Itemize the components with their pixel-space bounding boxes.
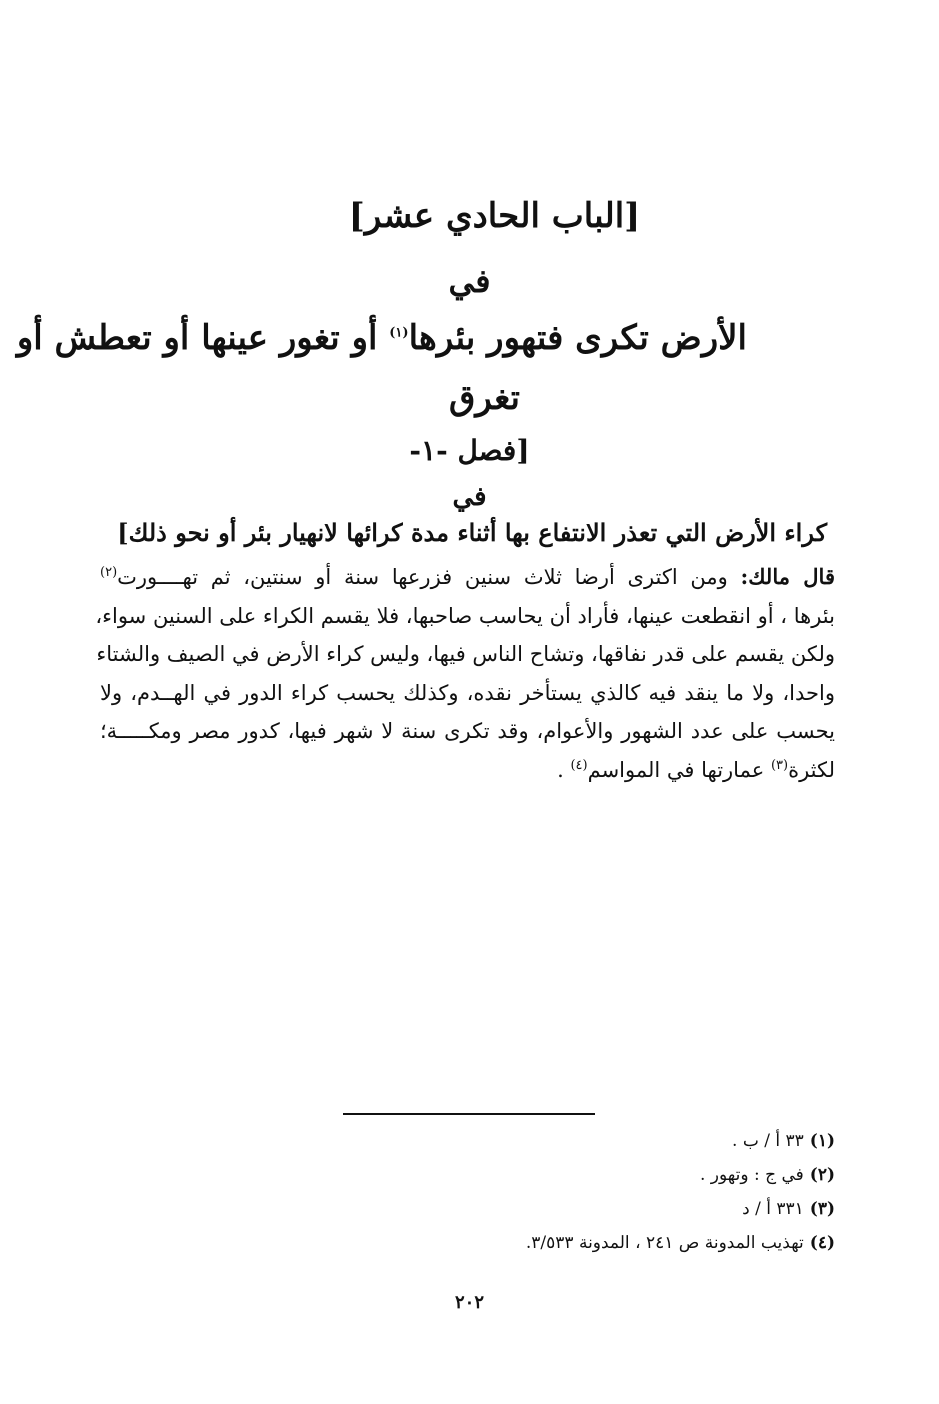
body-line-6-part-a: لكثرة (788, 757, 835, 782)
chapter-fi: في (448, 262, 491, 300)
footnote-text: تهذيب المدونة ص ٢٤١ ، المدونة ٣/٥٣٣. (525, 1233, 804, 1253)
footnote-ref-4: (٤) (570, 757, 588, 773)
footnotes-list (526, 1124, 835, 1260)
speaker-label: قال مالك: (740, 564, 835, 589)
chapter-title: [الباب الحادي عشر] (348, 196, 641, 236)
body-line-2: بئرها ، أو انقطعت عينها، فأراد أن يحاسب صاحبها، فلا يقسم الكراء على السنين سواء، (95, 603, 835, 628)
body-line-1 (100, 558, 835, 597)
footnote-item (526, 1192, 835, 1226)
footnote-item (526, 1158, 835, 1192)
chapter-subject-part-b: أو تغور عينها أو تعطش أو (16, 318, 390, 358)
footnote-item (526, 1226, 835, 1260)
footnote-number: (٣) (809, 1199, 835, 1219)
footnote-number: (٤) (809, 1233, 835, 1253)
footnote-text: في ج : وتهور . (699, 1165, 804, 1185)
footnote-ref-1: (١) (389, 325, 409, 341)
footnote-item (526, 1124, 835, 1158)
section-title: [فصل -١- (409, 434, 530, 467)
footnote-ref-2: (٢) (100, 565, 118, 580)
section-subtitle: كراء الأرض التي تعذر الانتفاع بها أثناء مدة كرائها لانهيار بئر أو نحو ذلك] (117, 518, 827, 547)
body-line-3: ولكن يقسم على قدر نفاقها، وتشاح الناس فيها، وليس كراء الأرض في الصيف والشتاء (96, 642, 835, 666)
body-line-6 (100, 751, 835, 790)
chapter-subject-line-2: تغرق (448, 378, 520, 418)
section-fi: في (452, 482, 487, 512)
body-line-1-text: ومن اكترى أرضا ثلاث سنين فزرعها سنة أو سنتين، ثم تهــــورت (117, 565, 741, 589)
page-number: ٢٠٢ (454, 1292, 484, 1313)
body-line-5: يحسب على عدد الشهور والأعوام، وقد تكرى سنة لا شهر فيها، كدور مصر ومكـــــة؛ (100, 719, 835, 743)
body-paragraph (95, 558, 835, 789)
footnote-number: (١) (809, 1131, 835, 1151)
chapter-subject-line-1 (17, 318, 747, 358)
footnote-divider (343, 1113, 595, 1115)
footnote-ref-3: (٣) (770, 757, 789, 773)
body-line-6-part-b: عمارتها في المواسم (587, 757, 771, 782)
body-line-4: واحدا، ولا ما ينقد فيه كالذي يستأخر نقده، وكذلك يحسب كراء الدور في الهــدم، ولا (100, 680, 835, 705)
footnote-text: ٣٣١ أ / د (742, 1199, 804, 1219)
body-line-6-part-c: . (557, 757, 571, 782)
chapter-subject-part-a: الأرض تكرى فتهور بئرها (408, 318, 747, 358)
footnote-text: ٣٣ أ / ب . (732, 1131, 804, 1151)
footnote-number: (٢) (809, 1165, 835, 1185)
